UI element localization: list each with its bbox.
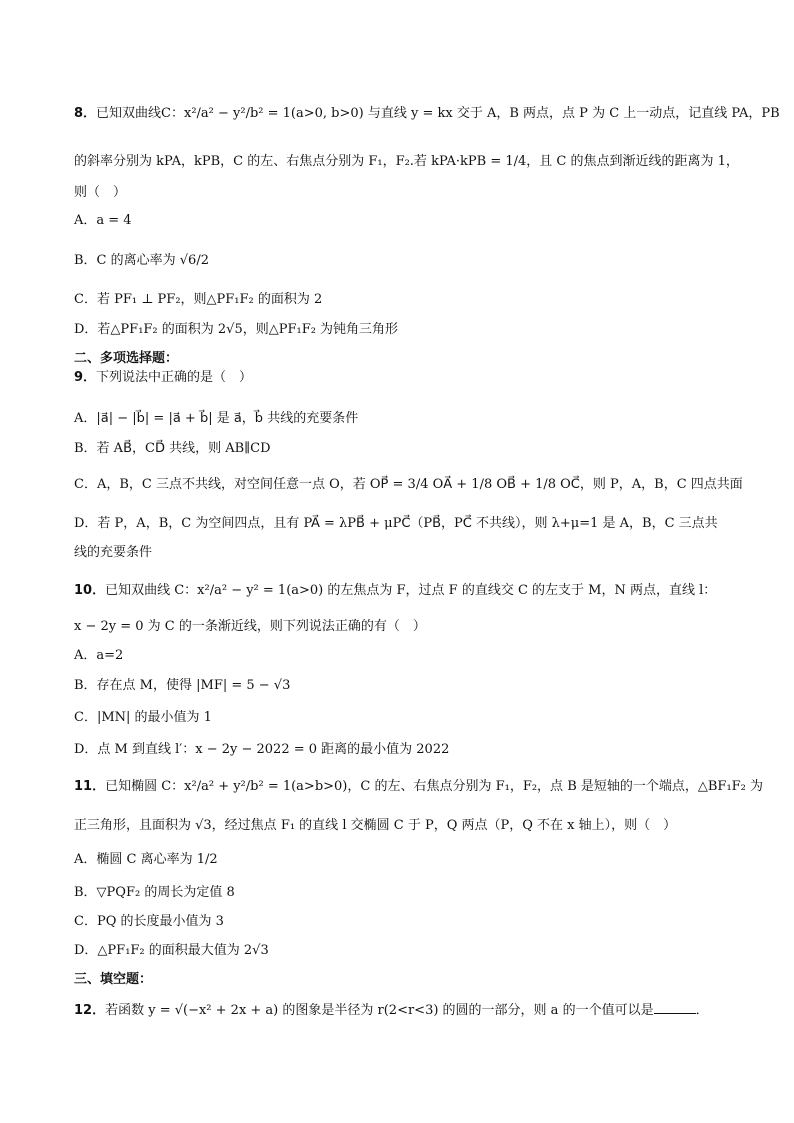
question-stem: 则（ ） — [74, 185, 127, 200]
question-12-line-1 — [74, 1001, 734, 1021]
question-number: 8． — [74, 106, 97, 121]
option-b: B．若 AB⃗，CD⃗ 共线，则 AB∥CD — [74, 441, 271, 456]
question-stem: 已知双曲线 C：x²/a² − y² = 1(a>0) 的左焦点为 F，过点 F 的直线交 C 的左支于 M，N 两点，直线 l： — [105, 583, 717, 598]
question-10-line-1 — [74, 581, 734, 601]
question-number: 12． — [74, 1003, 106, 1018]
question-stem: 已知双曲线C：x²/a² − y²/b² = 1(a>0, b>0) 与直线 y = kx 交于 A，B 两点，点 P 为 C 上一动点，记直线 PA，PB — [96, 106, 780, 121]
question-stem: 正三角形，且面积为 √3，经过焦点 F₁ 的直线 l 交椭圆 C 于 P，Q 两点（P，Q 不在 x 轴上），则（ ） — [74, 818, 677, 833]
option-a: A．椭圆 C 离心率为 1/2 — [74, 852, 218, 867]
option-c: C．若 PF₁ ⊥ PF₂，则△PF₁F₂ 的面积为 2 — [74, 292, 323, 307]
option-c: C．PQ 的长度最小值为 3 — [74, 914, 224, 929]
question-stem: 的斜率分别为 kPA，kPB，C 的左、右焦点分别为 F₁，F₂.若 kPA·kPB = 1/4，且 C 的焦点到渐近线的距离为 1， — [74, 154, 739, 169]
question-11-line-1 — [74, 777, 764, 797]
option-c: C．|MN| 的最小值为 1 — [74, 710, 212, 725]
question-9-line-1 — [74, 368, 734, 388]
question-8-line-1 — [74, 104, 780, 124]
question-8-line-2 — [74, 152, 739, 172]
question-number: 10． — [74, 583, 106, 598]
question-10-line-2 — [74, 617, 734, 637]
option-b: B．C 的离心率为 √6/2 — [74, 253, 209, 268]
question-stem: 若函数 y = √(−x² + 2x + a) 的图象是半径为 r(2<r<3) 的圆的一部分，则 a 的一个值可以是 — [105, 1003, 654, 1018]
question-stem: 已知椭圆 C：x²/a² + y²/b² = 1(a>b>0)，C 的左、右焦点分别为 F₁，F₂，点 B 是短轴的一个端点，△BF₁F₂ 为 — [105, 779, 764, 794]
question-number: 9． — [74, 370, 97, 385]
question-8-line-3 — [74, 183, 734, 203]
question-stem: 下列说法中正确的是（ ） — [96, 370, 253, 385]
option-b: B．▽PQF₂ 的周长为定值 8 — [74, 885, 235, 900]
answer-blank[interactable] — [654, 1001, 696, 1014]
option-a: A．a=2 — [74, 648, 124, 663]
option-a: A．a = 4 — [74, 213, 132, 228]
question-11-line-2 — [74, 816, 734, 836]
option-d-continued: 线的充要条件 — [74, 545, 153, 560]
option-d: D．若 P，A，B，C 为空间四点，且有 PA⃗ = λPB⃗ + μPC⃗（PB⃗，PC⃗ 不共线），则 λ+μ=1 是 A，B，C 三点共 — [74, 516, 718, 531]
question-number: 11． — [74, 779, 106, 794]
option-d: D．若△PF₁F₂ 的面积为 2√5，则△PF₁F₂ 为钝角三角形 — [74, 322, 399, 337]
section-heading: 二、多项选择题： — [74, 351, 179, 366]
option-b: B．存在点 M，使得 |MF| = 5 − √3 — [74, 678, 291, 693]
option-d: D．点 M 到直线 l′：x − 2y − 2022 = 0 距离的最小值为 2022 — [74, 742, 450, 757]
option-c: C．A，B，C 三点不共线，对空间任意一点 O，若 OP⃗ = 3/4 OA⃗ + 1/8 OB⃗ + 1/8 OC⃗，则 P，A，B，C 四点共面 — [74, 477, 743, 492]
option-d: D．△PF₁F₂ 的面积最大值为 2√3 — [74, 943, 269, 958]
section-heading: 三、填空题： — [74, 972, 153, 987]
question-stem: x − 2y = 0 为 C 的一条渐近线，则下列说法正确的有（ ） — [74, 619, 426, 634]
option-a: A．|a⃗| − |b⃗| = |a⃗ + b⃗| 是 a⃗，b⃗ 共线的充要条件 — [74, 411, 359, 426]
question-stem-tail: ． — [695, 1003, 709, 1018]
